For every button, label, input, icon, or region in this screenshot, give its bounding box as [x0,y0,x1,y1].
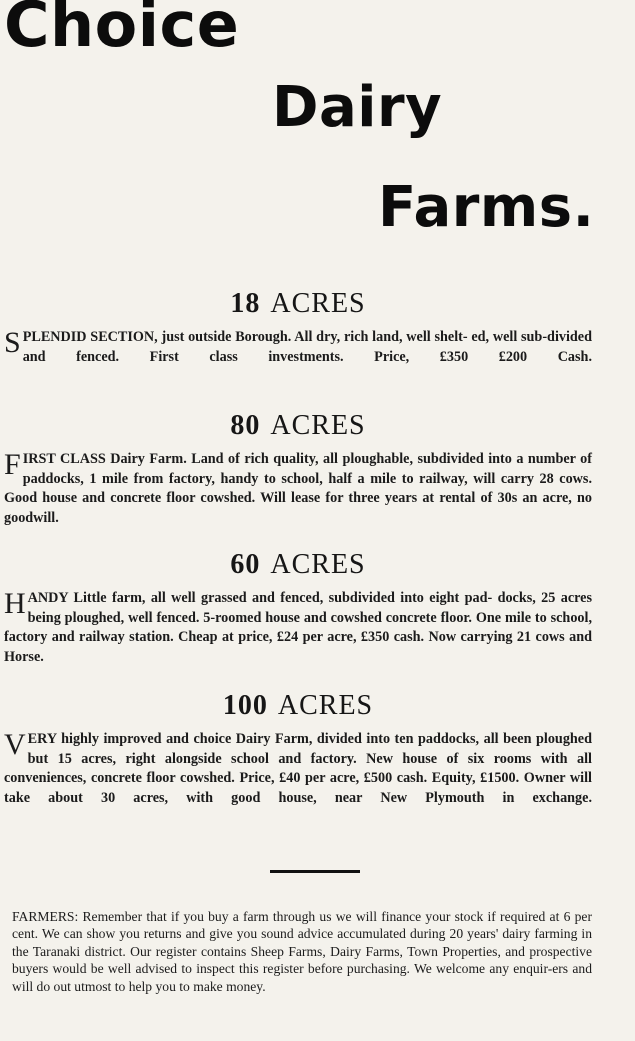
listing-80-acres [4,412,592,528]
listing-description [4,589,592,667]
acres-word: ACRES [270,549,366,580]
listing-description [4,730,592,808]
drop-initial: H [4,587,26,620]
listing-60-acres [4,551,592,667]
drop-initial: F [4,448,21,481]
listing-description [4,328,592,367]
listing-100-acres [4,692,592,808]
acres-number: 60 [230,549,261,580]
listing-text: ANDY Little farm, all well grassed and fenced, subdivided into eight pad- docks, 25 acres being ploughed, well fenced. 5-roomed house and cowshed concrete floor. One mile to school, factory and railway station. Cheap at price, £24 per acre, £350 cash. Now carrying 21 cows and Horse. [4,590,592,665]
listing-heading [4,692,592,720]
drop-initial: V [4,728,26,761]
listing-text: ERY highly improved and choice Dairy Farm, divided into ten paddocks, all been ploughed but 15 acres, right alongside school and factory. New house of six rooms with all conveniences, concrete floor cowshed. Price, £40 per acre, £500 cash. Equity, £1500. Owner will take about 30 acres, with good house, near New Plymouth in exchange. [4,731,592,806]
headline-dairy: Dairy [272,75,443,140]
notice-text: Remember that if you buy a farm through us we will finance your stock if required at 6 per cent. We can show you returns and give you sound advice accumulated during 20 years' dairy farming in the Taranaki district. Our register contains Sheep Farms, Dairy Farms, Town Properties, and prospective buyers would be well advised to inspect this register before purchasing. We welcome any enquir-ers and will do out utmost to help you to make money. [12,909,592,994]
acres-word: ACRES [270,288,366,319]
listing-heading [4,551,592,579]
acres-number: 80 [230,410,261,441]
listing-heading [4,290,592,318]
acres-number: 18 [230,288,261,319]
listing-text: IRST CLASS Dairy Farm. Land of rich quality, all ploughable, subdivided into a number of paddocks, 1 mile from factory, handy to school, half a mile to railway, will carry 28 cows. Good house and concrete floor cowshed. Will lease for three years at rental of 30s an acre, no goodwill. [4,451,592,526]
notice-lead: FARMERS: [12,909,79,924]
listing-description [4,450,592,528]
listing-text: PLENDID SECTION, just outside Borough. All dry, rich land, well shelt- ed, well sub-divided and fenced. First class investments. Price, £350 £200 Cash. [22,329,592,365]
section-divider [270,870,360,873]
headline-farms: Farms. [378,175,595,240]
farmers-notice [12,908,592,995]
acres-word: ACRES [277,690,374,721]
acres-number: 100 [222,690,268,721]
acres-word: ACRES [270,410,366,441]
listing-heading [4,412,592,440]
listing-18-acres [4,290,592,367]
drop-initial: S [4,326,21,359]
headline-choice: Choice [4,0,240,61]
